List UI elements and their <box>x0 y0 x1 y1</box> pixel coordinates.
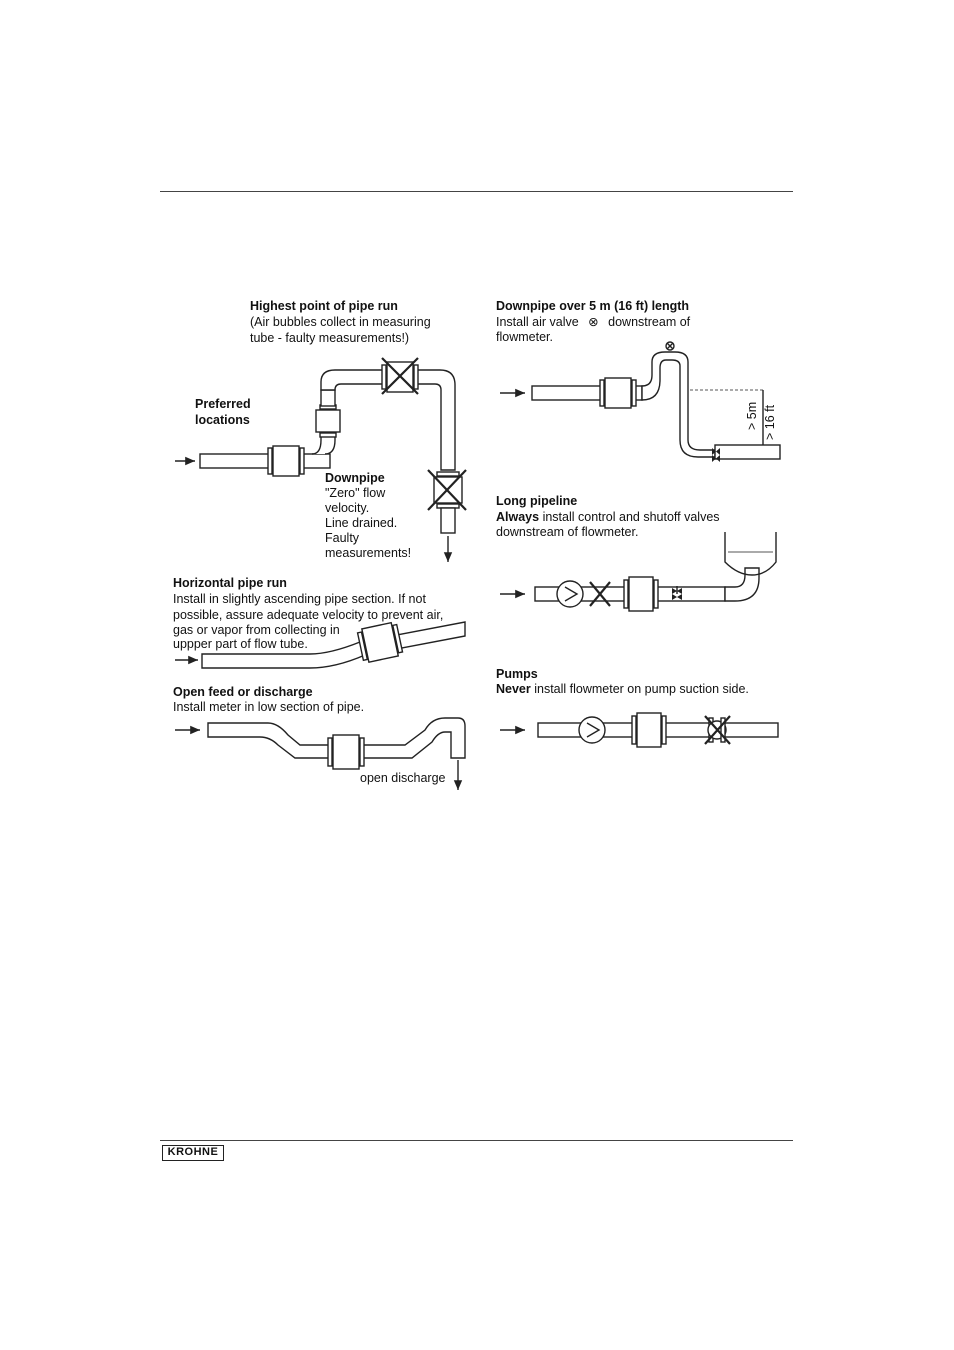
installation-diagram <box>160 290 790 800</box>
flowmeter-vertical <box>316 410 340 432</box>
downpipe5-line1 <box>496 315 691 329</box>
downpipe-line1: "Zero" flow <box>325 486 386 500</box>
preferred-line2: locations <box>195 413 250 427</box>
flowmeter-pumps <box>637 713 661 747</box>
horizontal-line1: Install in slightly ascending pipe section. If not <box>173 592 426 606</box>
pump-icon <box>557 581 583 607</box>
highest-point-line1: (Air bubbles collect in measuring <box>250 315 431 329</box>
downpipe5-line1-b: downstream of <box>608 315 691 329</box>
long-pipeline-line1-rest: install control and shutoff valves <box>539 510 720 524</box>
horizontal-line4: uppper part of flow tube. <box>173 637 308 651</box>
highest-point-diagram <box>175 358 466 562</box>
downpipe5-diagram <box>500 342 780 462</box>
horizontal-title: Horizontal pipe run <box>173 576 287 590</box>
downpipe-line5: measurements! <box>325 546 412 560</box>
air-valve-symbol: ⊗ <box>588 315 599 329</box>
flowmeter-preferred <box>273 446 299 476</box>
pumps-never: Never <box>496 682 531 696</box>
downpipe-line4: Faulty <box>325 531 360 545</box>
horizontal-line3: gas or vapor from collecting in <box>173 623 340 637</box>
pumps-diagram <box>500 713 778 747</box>
flowmeter-open-feed <box>333 735 359 769</box>
preferred-line1: Preferred <box>195 397 251 411</box>
downpipe-line3: Line drained. <box>325 516 398 530</box>
long-pipeline-always: Always <box>496 510 540 524</box>
pumps-line1 <box>496 682 749 696</box>
long-pipeline-line1 <box>496 510 720 524</box>
open-feed-title: Open feed or discharge <box>173 685 313 699</box>
dim-5m: > 5m <box>745 401 759 430</box>
horizontal-line2: possible, assure adequate velocity to prevent air, <box>173 608 444 622</box>
long-pipeline-line2: downstream of flowmeter. <box>496 525 639 539</box>
pipe-segment <box>200 454 330 468</box>
header-rule <box>160 191 793 192</box>
long-pipeline-title: Long pipeline <box>496 494 578 508</box>
highest-point-line2: tube - faulty measurements!) <box>250 331 410 345</box>
long-pipeline-diagram <box>500 532 776 611</box>
open-discharge-label: open discharge <box>360 771 446 785</box>
pump-icon <box>579 717 605 743</box>
pumps-title: Pumps <box>496 667 538 681</box>
downpipe5-line2: flowmeter. <box>496 330 553 344</box>
downpipe5-line1-a: Install air valve <box>496 315 579 329</box>
downpipe-title: Downpipe <box>325 471 385 485</box>
krohne-logo: KROHNE <box>162 1145 224 1161</box>
downpipe5-title: Downpipe over 5 m (16 ft) length <box>496 299 690 313</box>
highest-point-title: Highest point of pipe run <box>250 299 398 313</box>
downpipe-line2: velocity. <box>325 501 370 515</box>
flowmeter-downpipe5 <box>605 378 631 408</box>
flowmeter-long-pipeline <box>629 577 653 611</box>
pumps-line1-rest: install flowmeter on pump suction side. <box>530 682 749 696</box>
dim-16ft: > 16 ft <box>763 404 777 440</box>
open-feed-line1: Install meter in low section of pipe. <box>173 700 365 714</box>
footer-rule <box>160 1140 793 1141</box>
